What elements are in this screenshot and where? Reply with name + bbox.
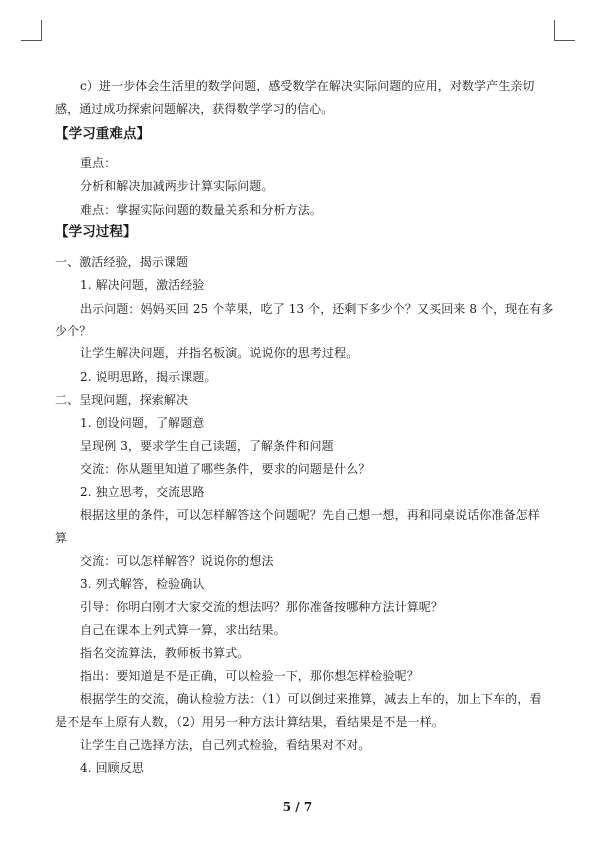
text-line: 1. 解决问题，激活经验 — [80, 278, 205, 292]
text-line: 少个？ — [55, 324, 92, 338]
text-line: 感，通过成功探索问题解决，获得数学学习的信心。 — [55, 102, 334, 116]
text-line: 是不是车上原有人数，（2）用另一种方法计算结果，看结果是不是一样。 — [55, 715, 444, 729]
text-line: 算 — [55, 531, 68, 545]
page-number: 5 / 7 — [282, 800, 313, 814]
text-line: 一、激活经验，揭示课题 — [55, 255, 189, 269]
text-line: 引导：你明白刚才大家交流的想法吗？那你准备按哪种方法计算呢？ — [80, 600, 444, 614]
text-line: 指名交流算法，教师板书算式。 — [80, 646, 250, 660]
crop-mark-top-left — [21, 20, 42, 41]
text-line: 分析和解决加减两步计算实际问题。 — [80, 179, 274, 193]
text-line: 让学生解决问题，并指名板演。说说你的思考过程。 — [80, 346, 359, 360]
crop-mark-top-right — [554, 20, 575, 41]
text-line: 出示问题：妈妈买回 25 个苹果，吃了 13 个，还剩下多少个？又买回来 8 个，现在有多 — [80, 302, 554, 316]
text-line: 呈现例 3，要求学生自己读题，了解条件和问题 — [80, 439, 334, 453]
text-line: 2. 独立思考，交流思路 — [80, 485, 205, 499]
text-line: 4. 回顾反思 — [80, 761, 144, 775]
text-line: 指出：要知道是不是正确，可以检验一下，那你想怎样检验呢？ — [80, 669, 419, 683]
text-line: 2. 说明思路，揭示课题。 — [80, 370, 217, 384]
text-line: 根据学生的交流，确认检验方法：（1）可以倒过来推算，减去上车的，加上下车的，看 — [80, 692, 542, 706]
text-line: 1. 创设问题，了解题意 — [80, 416, 205, 430]
text-line: 交流：你从题里知道了哪些条件，要求的问题是什么？ — [80, 462, 371, 476]
section-heading: 【学习重难点】 — [55, 126, 151, 142]
text-line: 3. 列式解答，检验确认 — [80, 577, 205, 591]
section-heading: 【学习过程】 — [55, 224, 137, 240]
text-line: 难点：掌握实际问题的数量关系和分析方法。 — [80, 203, 323, 217]
text-line: 交流：可以怎样解答？说说你的想法 — [80, 554, 274, 568]
text-line: 根据这里的条件，可以怎样解答这个问题呢？先自己想一想，再和同桌说话你准备怎样 — [80, 508, 540, 522]
text-line: 自己在课本上列式算一算，求出结果。 — [80, 623, 286, 637]
text-line: 二、呈现问题，探索解决 — [55, 393, 189, 407]
text-line: c）进一步体会生活里的数学问题，感受数学在解决实际问题的应用，对数学产生亲切 — [80, 79, 535, 93]
text-line: 重点： — [80, 156, 117, 170]
text-line: 让学生自己选择方法，自己列式检验，看结果对不对。 — [80, 738, 371, 752]
